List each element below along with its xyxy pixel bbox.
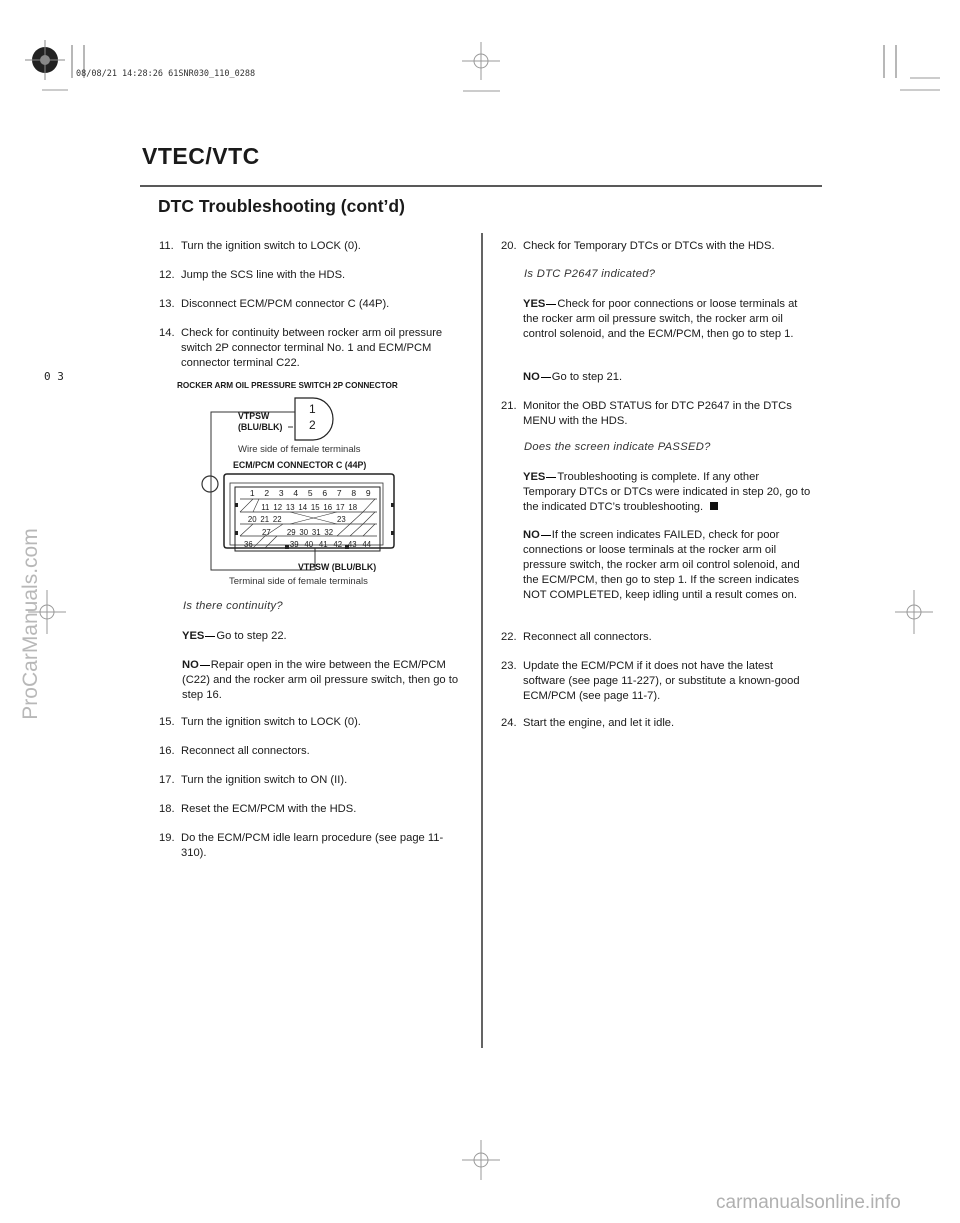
switch-wire-label: VTPSW [238, 411, 270, 421]
terminal: 30 [299, 528, 309, 537]
crosshair-icon [462, 42, 500, 80]
side-watermark: ProCarManuals.com [19, 528, 42, 720]
terminal: 5 [307, 488, 313, 498]
step-14: 14. Check for continuity between rocker arm oil pressure switch 2P connector terminal No. 1 and ECM/PCM connector terminal C22. [159, 327, 443, 369]
margin-mark: 0 3 [44, 370, 64, 383]
continuity-question: Is there continuity? [183, 600, 283, 612]
switch-wire-color: (BLU/BLK) [238, 422, 283, 432]
answer-no-1: NO Go to step 21. [523, 371, 623, 383]
dtc-question: Is DTC P2647 indicated? [524, 268, 656, 280]
terminal: 22 [272, 515, 282, 524]
step-11: 11. Turn the ignition switch to LOCK (0). [159, 240, 361, 252]
terminal: 44 [362, 540, 372, 549]
terminal: 41 [318, 540, 328, 549]
terminal: 20 [247, 515, 257, 524]
wire-side-label: Wire side of female terminals [238, 444, 361, 455]
crosshair-icon [895, 590, 933, 634]
answer-yes-2: YES Troubleshooting is complete. If any other Temporary DTCs or DTCs were indicated in step 20, go to the indicated DTC’s troubleshooting. [523, 471, 811, 513]
crosshair-icon [462, 1140, 500, 1180]
terminal-36: 36 [244, 540, 253, 549]
page-title: DTC Troubleshooting (cont’d) [158, 196, 405, 216]
terminal: 21 [260, 515, 270, 524]
step-15: 15. Turn the ignition switch to LOCK (0). [159, 716, 361, 728]
switch-pin-1: 1 [309, 402, 316, 416]
terminal-27: 27 [262, 528, 271, 537]
step-21: 21. Monitor the OBD STATUS for DTC P2647 in the DTCs MENU with the HDS. [501, 400, 792, 427]
terminal: 13 [285, 503, 295, 512]
bottom-watermark: carmanualsonline.info [716, 1192, 901, 1213]
terminal-row-2 [259, 503, 359, 512]
step-12: 12. Jump the SCS line with the HDS. [159, 269, 346, 281]
terminal: 4 [293, 488, 299, 498]
terminal: 7 [336, 488, 342, 498]
terminal-row-5 [287, 540, 374, 549]
terminal: 39 [289, 540, 299, 549]
terminal: 42 [333, 540, 343, 549]
print-stamp: 08/08/21 14:28:26 61SNR030_110_0288 [76, 69, 256, 79]
terminal-row-3 [246, 515, 284, 524]
registration-target-icon [25, 40, 65, 80]
answer-no: NO Repair open in the wire between the ECM/PCM (C22) and the rocker arm oil pressure switch, then go to step 16. [182, 659, 459, 701]
terminal: 6 [322, 488, 328, 498]
terminal: 32 [324, 528, 334, 537]
step-22: 22. Reconnect all connectors. [501, 631, 652, 643]
terminal: 43 [347, 540, 357, 549]
terminal-row-1 [245, 488, 376, 498]
step-16: 16. Reconnect all connectors. [159, 745, 310, 757]
terminal: 3 [278, 488, 284, 498]
terminal: 18 [348, 503, 358, 512]
step-20: 20. Check for Temporary DTCs or DTCs with the HDS. [501, 240, 775, 252]
terminal: 16 [323, 503, 333, 512]
terminal: 15 [310, 503, 320, 512]
step-24: 24. Start the engine, and let it idle. [501, 717, 675, 729]
terminal: 8 [351, 488, 357, 498]
terminal: 31 [311, 528, 321, 537]
step-17: 17. Turn the ignition switch to ON (II). [159, 774, 348, 786]
terminal: 14 [298, 503, 308, 512]
passed-question: Does the screen indicate PASSED? [524, 441, 711, 453]
step-13: 13. Disconnect ECM/PCM connector C (44P). [159, 298, 390, 310]
switch-pin-2: 2 [309, 418, 316, 432]
terminal-row-4 [285, 528, 335, 537]
terminal-23: 23 [337, 515, 346, 524]
end-mark-icon [710, 502, 718, 510]
terminal: 12 [273, 503, 283, 512]
terminal: 1 [249, 488, 255, 498]
terminal: 9 [365, 488, 371, 498]
terminal: 29 [286, 528, 296, 537]
terminal: 2 [264, 488, 270, 498]
step-23: 23. Update the ECM/PCM if it does not have the latest software (see page 11-227), or substitute a known-good ECM/PCM (see page 11-7). [501, 660, 800, 702]
answer-no-2: NO If the screen indicates FAILED, check for poor connections or loose terminals at the rocker arm oil pressure switch, the rocker arm oil control solenoid, and the ECM/PCM, then go to step 1. If the screen indicates NOT COMPLETED, keep idling until a result comes on. [523, 529, 800, 601]
terminal-side-label: Terminal side of female terminals [229, 576, 368, 587]
step-19: 19. Do the ECM/PCM idle learn procedure (see page 11-310). [159, 832, 444, 859]
answer-yes-1: YES Check for poor connections or loose terminals at the rocker arm oil pressure switch, the rocker arm oil control solenoid, and the ECM/PCM, then go to step 1. [523, 298, 798, 340]
terminal: 17 [335, 503, 345, 512]
answer-yes: YES Go to step 22. [182, 630, 287, 642]
step-18: 18. Reset the ECM/PCM with the HDS. [159, 803, 357, 815]
ecm-wire-label: VTPSW (BLU/BLK) [298, 562, 377, 572]
terminal: 40 [304, 540, 314, 549]
section-title: VTEC/VTC [142, 143, 260, 169]
switch-connector-title: ROCKER ARM OIL PRESSURE SWITCH 2P CONNECTOR [177, 381, 398, 390]
ecm-connector-title: ECM/PCM CONNECTOR C (44P) [233, 460, 367, 470]
terminal: 11 [261, 503, 270, 512]
